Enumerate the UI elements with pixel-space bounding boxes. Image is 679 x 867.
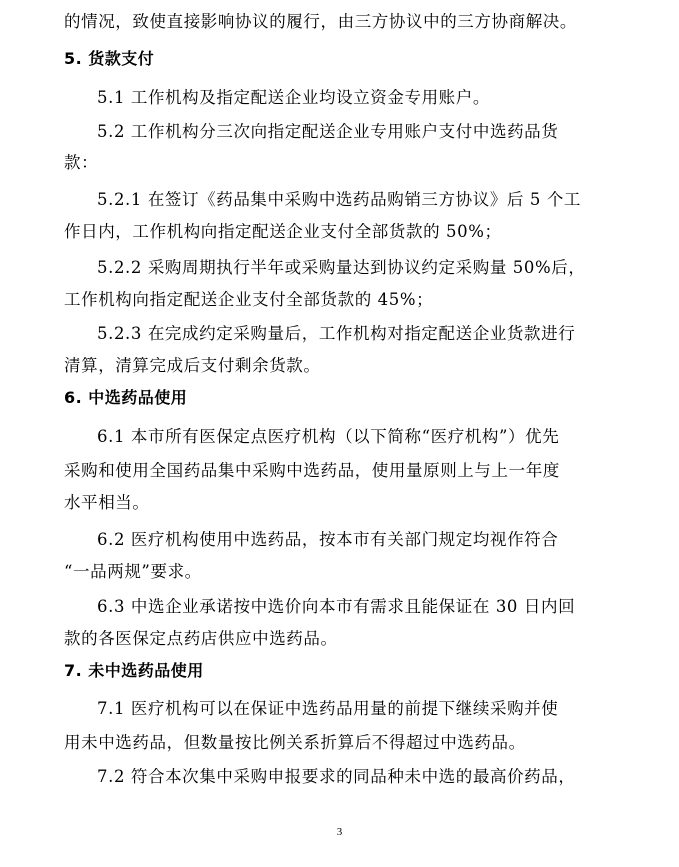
clause-line: 6.2 医疗机构使用中选药品，按本市有关部门规定均视作符合	[97, 530, 559, 549]
section-heading: 5. 货款支付	[64, 49, 155, 68]
clause-line: 5.2.3 在完成约定采购量后，工作机构对指定配送企业货款进行	[97, 324, 576, 343]
section-heading: 7. 未中选药品使用	[64, 661, 204, 680]
body-line: “一品两规”要求。	[64, 562, 202, 581]
body-line: 款：	[64, 153, 99, 172]
clause-line: 5.2.1 在签订《药品集中采购中选药品购销三方协议》后 5 个工	[97, 190, 582, 209]
clause-line: 7.2 符合本次集中采购申报要求的同品种未中选的最高价药品，	[97, 767, 576, 786]
body-line: 用未中选药品，但数量按比例关系折算后不得超过中选药品。	[64, 733, 526, 752]
body-line: 款的各医保定点药店供应中选药品。	[64, 629, 338, 648]
page-number: 3	[336, 826, 343, 838]
clause-line: 5.1 工作机构及指定配送企业均设立资金专用账户。	[97, 88, 490, 107]
clause-line: 5.2 工作机构分三次向指定配送企业专用账户支付中选药品货	[97, 122, 559, 141]
body-line: 采购和使用全国药品集中采购中选药品，使用量原则上与上一年度	[64, 461, 560, 480]
clause-line: 5.2.2 采购周期执行半年或采购量达到协议约定采购量 50%后，	[97, 258, 586, 277]
body-line: 水平相当。	[64, 493, 150, 512]
section-heading: 6. 中选药品使用	[64, 388, 188, 407]
body-line: 清算，清算完成后支付剩余货款。	[64, 356, 321, 375]
clause-line: 6.3 中选企业承诺按中选价向本市有需求且能保证在 30 日内回	[97, 597, 576, 616]
body-line: 作日内，工作机构向指定配送企业支付全部货款的 50%；	[64, 222, 502, 241]
body-line: 工作机构向指定配送企业支付全部货款的 45%；	[64, 290, 434, 309]
body-line: 的情况，致使直接影响协议的履行，由三方协议中的三方协商解决。	[64, 12, 577, 31]
clause-line: 7.1 医疗机构可以在保证中选药品用量的前提下继续采购并使	[97, 699, 559, 718]
clause-line: 6.1 本市所有医保定点医疗机构（以下简称“医疗机构”）优先	[97, 427, 560, 446]
